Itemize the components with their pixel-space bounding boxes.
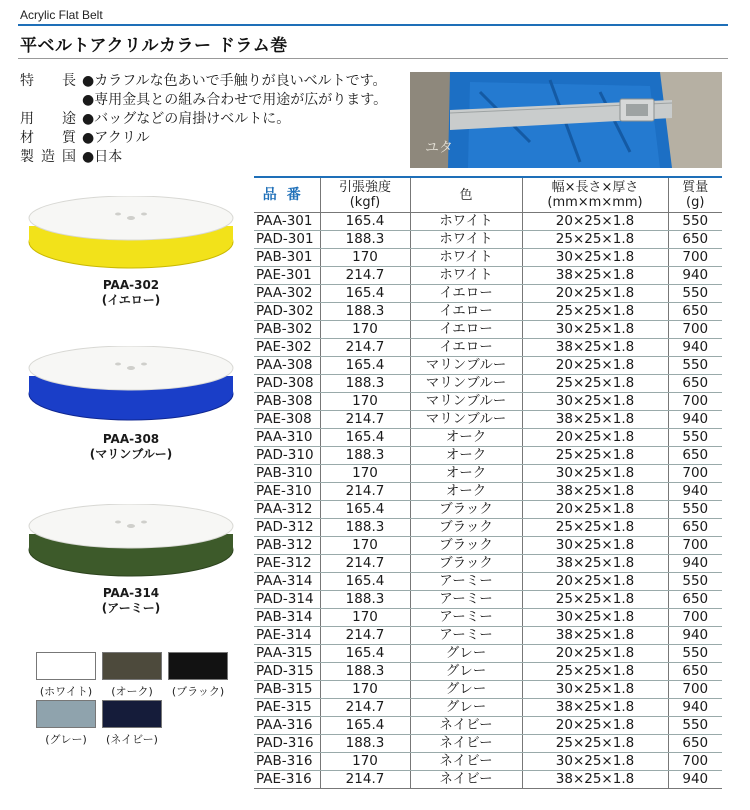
spool-army-code: PAA-314 [102, 586, 160, 600]
swatch-white-label: (ホワイト) [39, 685, 93, 698]
cell-weight: 650 [668, 591, 722, 609]
swatch-oak [102, 652, 162, 680]
table-row [254, 447, 722, 465]
cell-strength: 165.4 [320, 501, 410, 519]
cell-color: アーミー [410, 573, 522, 591]
photo-box-marking: ユタ [425, 140, 453, 156]
spec-material-label: 材 質 [20, 130, 76, 146]
table-row [254, 393, 722, 411]
table-row [254, 375, 722, 393]
header-dims [522, 177, 668, 213]
cell-code: PAD-314 [254, 591, 320, 609]
table-row [254, 573, 722, 591]
cell-weight: 940 [668, 771, 722, 789]
cell-color: オーク [410, 429, 522, 447]
cell-weight: 700 [668, 609, 722, 627]
cell-strength: 214.7 [320, 339, 410, 357]
cell-color: オーク [410, 483, 522, 501]
spec-material-row [20, 129, 387, 148]
cell-strength: 188.3 [320, 663, 410, 681]
cell-strength: 165.4 [320, 645, 410, 663]
header-subtitle: Acrylic Flat Belt [20, 8, 103, 22]
spool-army-image [26, 504, 236, 584]
cell-color: ブラック [410, 537, 522, 555]
cell-weight: 650 [668, 663, 722, 681]
cell-weight: 650 [668, 375, 722, 393]
cell-code: PAA-301 [254, 213, 320, 231]
cell-dims: 30×25×1.8 [522, 753, 668, 771]
swatch-black-label: (ブラック) [171, 685, 225, 698]
cell-strength: 188.3 [320, 591, 410, 609]
cell-strength: 214.7 [320, 483, 410, 501]
table-row [254, 753, 722, 771]
swatch-navy [102, 700, 162, 728]
header-strength-unit: (kgf) [349, 195, 381, 210]
swatch-gray-label: (グレー) [45, 733, 87, 746]
header-weight-label: 質量 [682, 180, 709, 195]
cell-color: ネイビー [410, 717, 522, 735]
header-weight-unit: (g) [686, 195, 705, 210]
cell-dims: 38×25×1.8 [522, 411, 668, 429]
cell-code: PAB-302 [254, 321, 320, 339]
cell-code: PAD-316 [254, 735, 320, 753]
cell-code: PAB-316 [254, 753, 320, 771]
cell-dims: 20×25×1.8 [522, 501, 668, 519]
spec-features-row-2 [20, 91, 387, 110]
table-row [254, 267, 722, 285]
cell-code: PAD-310 [254, 447, 320, 465]
table-row [254, 519, 722, 537]
usage-photo [410, 72, 722, 168]
spool-yellow-color: (イエロー) [101, 293, 161, 307]
cell-dims: 38×25×1.8 [522, 339, 668, 357]
cell-dims: 20×25×1.8 [522, 717, 668, 735]
header-strength [320, 177, 410, 213]
cell-strength: 170 [320, 681, 410, 699]
table-row [254, 483, 722, 501]
cell-weight: 700 [668, 393, 722, 411]
spool-marine-blue-code: PAA-308 [102, 432, 160, 446]
table-row [254, 465, 722, 483]
table-row [254, 735, 722, 753]
cell-code: PAA-310 [254, 429, 320, 447]
cell-dims: 30×25×1.8 [522, 609, 668, 627]
cell-strength: 170 [320, 753, 410, 771]
header-dims-label: 幅×長さ×厚さ [551, 180, 639, 195]
cell-weight: 700 [668, 249, 722, 267]
cell-color: イエロー [410, 339, 522, 357]
cell-strength: 165.4 [320, 213, 410, 231]
table-row [254, 321, 722, 339]
cell-dims: 38×25×1.8 [522, 483, 668, 501]
table-row [254, 645, 722, 663]
table-row [254, 339, 722, 357]
table-row [254, 717, 722, 735]
cell-strength: 214.7 [320, 627, 410, 645]
cell-weight: 940 [668, 627, 722, 645]
cell-color: ブラック [410, 555, 522, 573]
cell-strength: 214.7 [320, 411, 410, 429]
cell-color: ネイビー [410, 771, 522, 789]
header-code: 品番 [254, 177, 320, 213]
cell-dims: 25×25×1.8 [522, 735, 668, 753]
table-row [254, 411, 722, 429]
cell-color: イエロー [410, 321, 522, 339]
header-top-rule [18, 24, 728, 26]
cell-dims: 30×25×1.8 [522, 465, 668, 483]
spec-origin-row [20, 148, 387, 167]
table-row [254, 249, 722, 267]
cell-dims: 30×25×1.8 [522, 393, 668, 411]
swatch-white [36, 652, 96, 680]
cell-dims: 38×25×1.8 [522, 627, 668, 645]
cell-weight: 550 [668, 285, 722, 303]
swatch-navy-label: (ネイビー) [106, 733, 158, 746]
cell-strength: 165.4 [320, 573, 410, 591]
cell-code: PAB-301 [254, 249, 320, 267]
cell-strength: 188.3 [320, 735, 410, 753]
table-row [254, 609, 722, 627]
page-title: 平ベルトアクリルカラー ドラム巻 [20, 36, 288, 56]
spool-marine-blue-color: (マリンブルー) [89, 447, 173, 461]
spool-yellow-image [26, 196, 236, 276]
cell-dims: 20×25×1.8 [522, 573, 668, 591]
cell-color: グレー [410, 663, 522, 681]
cell-dims: 25×25×1.8 [522, 663, 668, 681]
cell-strength: 165.4 [320, 717, 410, 735]
cell-code: PAD-301 [254, 231, 320, 249]
cell-weight: 700 [668, 681, 722, 699]
cell-dims: 25×25×1.8 [522, 519, 668, 537]
cell-strength: 170 [320, 249, 410, 267]
spec-features-row [20, 72, 387, 91]
cell-color: オーク [410, 447, 522, 465]
spool-army-caption [26, 586, 236, 616]
spec-use-row [20, 110, 387, 129]
cell-dims: 30×25×1.8 [522, 321, 668, 339]
header-dims-unit: (mm×m×mm) [547, 195, 643, 210]
cell-strength: 170 [320, 465, 410, 483]
table-row [254, 213, 722, 231]
cell-strength: 214.7 [320, 771, 410, 789]
swatch-gray [36, 700, 96, 728]
cell-weight: 940 [668, 483, 722, 501]
cell-strength: 188.3 [320, 519, 410, 537]
cell-weight: 550 [668, 573, 722, 591]
cell-color: ネイビー [410, 753, 522, 771]
header-bottom-rule [18, 58, 728, 59]
cell-code: PAE-308 [254, 411, 320, 429]
header-weight [668, 177, 722, 213]
cell-code: PAE-314 [254, 627, 320, 645]
table-row [254, 627, 722, 645]
cell-color: ブラック [410, 501, 522, 519]
cell-code: PAD-302 [254, 303, 320, 321]
cell-code: PAB-314 [254, 609, 320, 627]
cell-code: PAA-314 [254, 573, 320, 591]
cell-color: ネイビー [410, 735, 522, 753]
table-row [254, 231, 722, 249]
cell-weight: 550 [668, 213, 722, 231]
spec-features-label: 特 長 [20, 73, 76, 89]
header-strength-label: 引張強度 [338, 180, 391, 195]
cell-code: PAA-315 [254, 645, 320, 663]
cell-weight: 700 [668, 753, 722, 771]
cell-strength: 214.7 [320, 555, 410, 573]
cell-color: ホワイト [410, 213, 522, 231]
table-row [254, 771, 722, 789]
spool-marine-blue-image [26, 346, 236, 426]
cell-dims: 38×25×1.8 [522, 267, 668, 285]
cell-color: マリンブルー [410, 375, 522, 393]
cell-color: マリンブルー [410, 357, 522, 375]
cell-strength: 165.4 [320, 429, 410, 447]
cell-code: PAE-312 [254, 555, 320, 573]
spec-feature-1: ●カラフルな色あいで手触りが良いベルトです。 [82, 73, 387, 89]
product-spec-table [254, 176, 722, 789]
cell-weight: 940 [668, 267, 722, 285]
cell-dims: 30×25×1.8 [522, 537, 668, 555]
table-body [254, 213, 722, 789]
cell-strength: 165.4 [320, 357, 410, 375]
cell-strength: 188.3 [320, 231, 410, 249]
cell-weight: 700 [668, 537, 722, 555]
cell-dims: 30×25×1.8 [522, 681, 668, 699]
cell-dims: 20×25×1.8 [522, 429, 668, 447]
cell-weight: 650 [668, 735, 722, 753]
cell-code: PAA-316 [254, 717, 320, 735]
cell-weight: 650 [668, 303, 722, 321]
cell-color: マリンブルー [410, 411, 522, 429]
table-row [254, 681, 722, 699]
cell-code: PAD-308 [254, 375, 320, 393]
cell-strength: 170 [320, 609, 410, 627]
cell-code: PAB-308 [254, 393, 320, 411]
cell-code: PAB-315 [254, 681, 320, 699]
swatch-oak-label: (オーク) [111, 685, 153, 698]
cell-code: PAE-310 [254, 483, 320, 501]
cell-strength: 170 [320, 393, 410, 411]
cell-code: PAA-302 [254, 285, 320, 303]
table-header-row [254, 177, 722, 213]
cell-weight: 650 [668, 519, 722, 537]
cell-strength: 188.3 [320, 303, 410, 321]
cell-weight: 940 [668, 699, 722, 717]
cell-color: マリンブルー [410, 393, 522, 411]
cell-dims: 20×25×1.8 [522, 357, 668, 375]
cell-strength: 214.7 [320, 699, 410, 717]
table-row [254, 591, 722, 609]
cell-weight: 940 [668, 339, 722, 357]
spec-material-value: ●アクリル [82, 130, 150, 146]
cell-dims: 38×25×1.8 [522, 771, 668, 789]
spec-use-label: 用 途 [20, 111, 76, 127]
cell-weight: 650 [668, 447, 722, 465]
spec-origin-label: 製造国 [20, 149, 76, 165]
spec-origin-value: ●日本 [82, 149, 123, 165]
table-row [254, 699, 722, 717]
cell-weight: 700 [668, 321, 722, 339]
cell-color: アーミー [410, 627, 522, 645]
cell-dims: 25×25×1.8 [522, 591, 668, 609]
cell-code: PAD-315 [254, 663, 320, 681]
cell-color: ブラック [410, 519, 522, 537]
cell-dims: 25×25×1.8 [522, 375, 668, 393]
cell-dims: 38×25×1.8 [522, 555, 668, 573]
cell-dims: 20×25×1.8 [522, 285, 668, 303]
cell-weight: 650 [668, 231, 722, 249]
cell-color: グレー [410, 699, 522, 717]
cell-weight: 550 [668, 357, 722, 375]
cell-color: グレー [410, 681, 522, 699]
cell-code: PAA-312 [254, 501, 320, 519]
cell-color: ホワイト [410, 267, 522, 285]
cell-code: PAD-312 [254, 519, 320, 537]
cell-weight: 700 [668, 465, 722, 483]
table-row [254, 555, 722, 573]
cell-dims: 38×25×1.8 [522, 699, 668, 717]
cell-strength: 214.7 [320, 267, 410, 285]
spec-use-value: ●バッグなどの肩掛けベルトに。 [82, 111, 291, 127]
cell-code: PAB-312 [254, 537, 320, 555]
cell-code: PAB-310 [254, 465, 320, 483]
usage-photo-illustration [410, 72, 722, 168]
cell-strength: 170 [320, 537, 410, 555]
cell-color: アーミー [410, 591, 522, 609]
cell-strength: 170 [320, 321, 410, 339]
cell-color: グレー [410, 645, 522, 663]
cell-color: アーミー [410, 609, 522, 627]
spool-yellow-caption [26, 278, 236, 308]
table-row [254, 663, 722, 681]
cell-code: PAE-315 [254, 699, 320, 717]
cell-dims: 20×25×1.8 [522, 645, 668, 663]
cell-code: PAE-302 [254, 339, 320, 357]
cell-strength: 165.4 [320, 285, 410, 303]
cell-color: オーク [410, 465, 522, 483]
table-row [254, 285, 722, 303]
table-row [254, 357, 722, 375]
spool-army-color: (アーミー) [101, 601, 161, 615]
cell-color: イエロー [410, 285, 522, 303]
cell-dims: 20×25×1.8 [522, 213, 668, 231]
cell-color: ホワイト [410, 249, 522, 267]
table-row [254, 429, 722, 447]
table-row [254, 303, 722, 321]
spool-marine-blue-caption [26, 432, 236, 462]
table-row [254, 501, 722, 519]
spec-feature-2: ●専用金具との組み合わせで用途が広がります。 [82, 92, 388, 108]
header-color: 色 [410, 177, 522, 213]
cell-color: ホワイト [410, 231, 522, 249]
spool-yellow-code: PAA-302 [102, 278, 160, 292]
cell-weight: 940 [668, 555, 722, 573]
cell-weight: 550 [668, 501, 722, 519]
cell-weight: 550 [668, 717, 722, 735]
cell-strength: 188.3 [320, 375, 410, 393]
cell-dims: 25×25×1.8 [522, 303, 668, 321]
swatch-black [168, 652, 228, 680]
table-row [254, 537, 722, 555]
cell-weight: 550 [668, 429, 722, 447]
cell-dims: 30×25×1.8 [522, 249, 668, 267]
cell-code: PAA-308 [254, 357, 320, 375]
cell-dims: 25×25×1.8 [522, 231, 668, 249]
cell-dims: 25×25×1.8 [522, 447, 668, 465]
cell-strength: 188.3 [320, 447, 410, 465]
cell-weight: 940 [668, 411, 722, 429]
product-specs [20, 72, 387, 167]
cell-color: イエロー [410, 303, 522, 321]
cell-code: PAE-316 [254, 771, 320, 789]
cell-weight: 550 [668, 645, 722, 663]
cell-code: PAE-301 [254, 267, 320, 285]
